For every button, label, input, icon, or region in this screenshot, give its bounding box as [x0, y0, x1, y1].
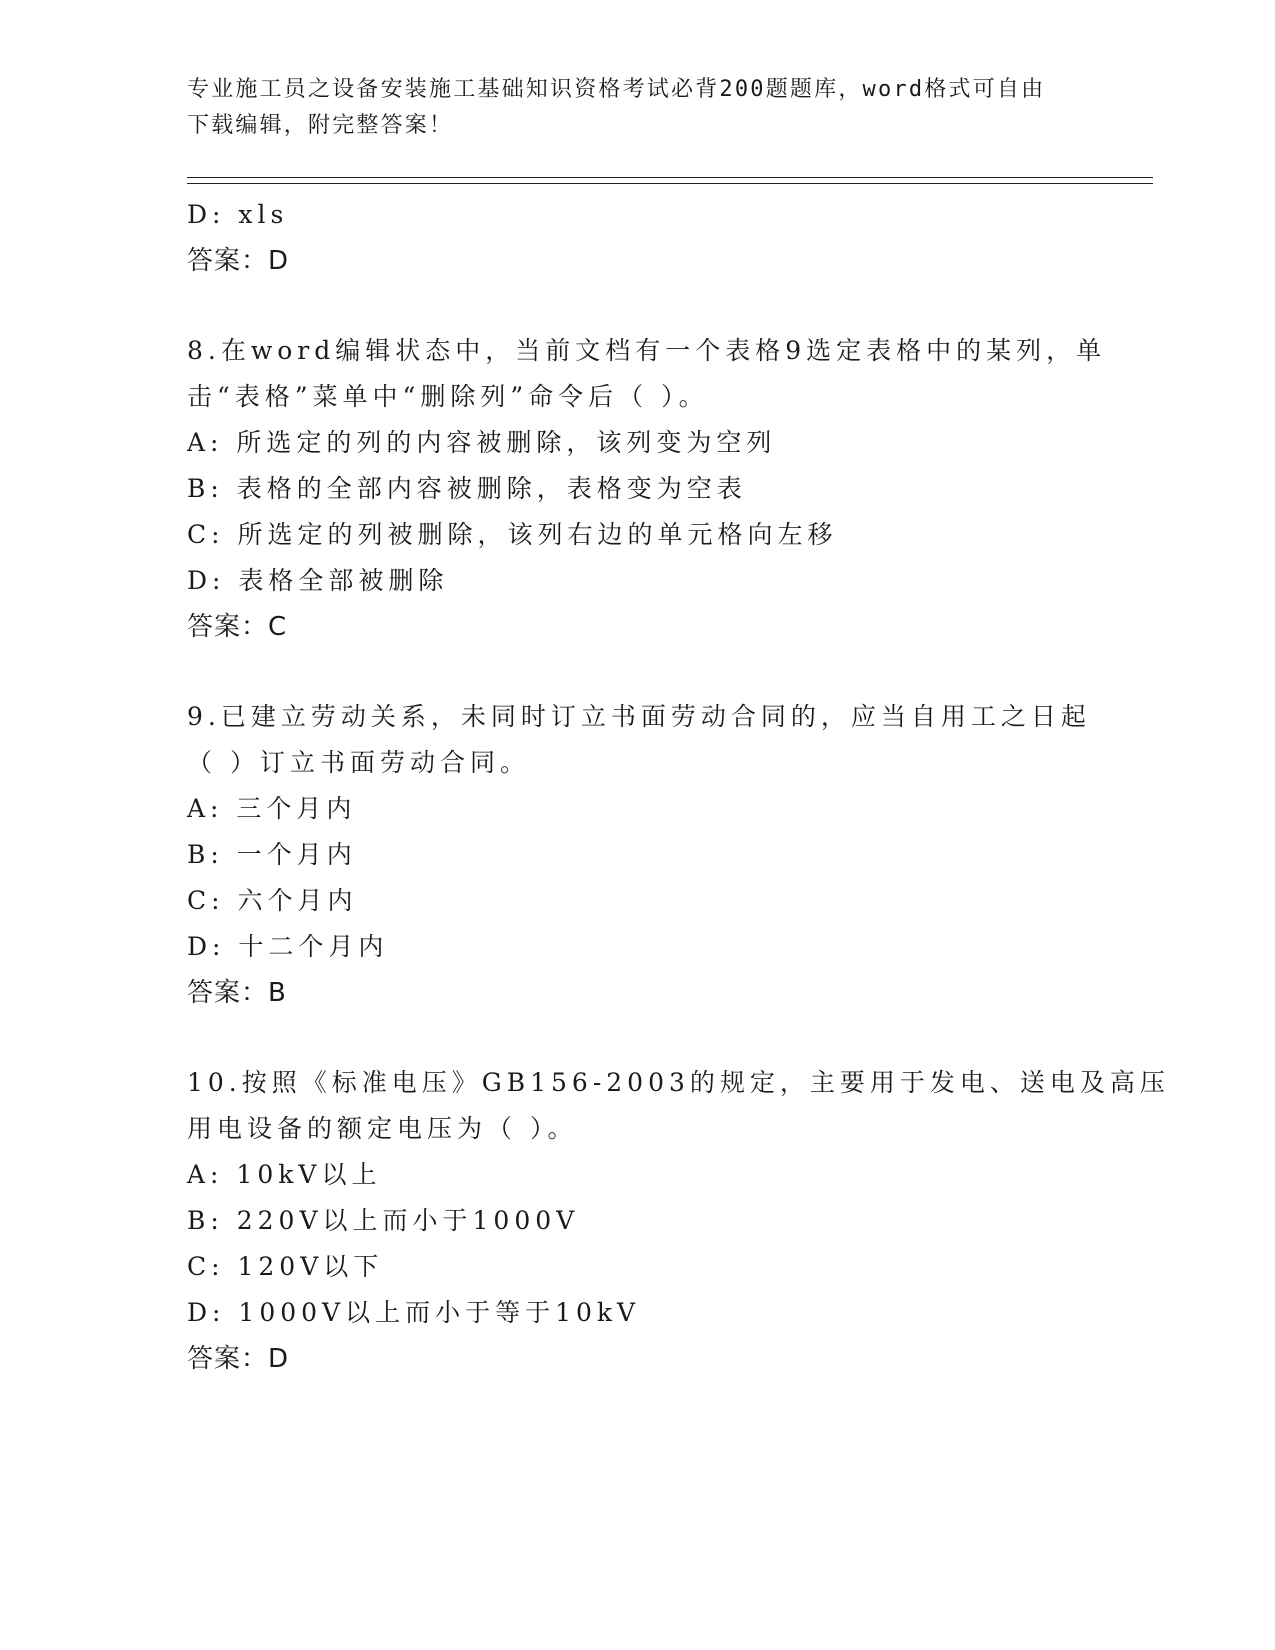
- option-c: C: 120V以下: [187, 1252, 384, 1281]
- question-text-line-1: 10.按照《标准电压》GB156-2003的规定，主要用于发电、送电及高压: [187, 1068, 1170, 1097]
- answer-label: 答案：C: [187, 612, 288, 642]
- question-text-line-2: 用电设备的额定电压为（ ）。: [187, 1114, 578, 1143]
- question-text-line-1: 9.已建立劳动关系，未同时订立书面劳动合同的，应当自用工之日起: [187, 702, 1091, 731]
- question-8: [187, 328, 1107, 650]
- option-a: A: 所选定的列的内容被删除，该列变为空列: [187, 428, 777, 457]
- answer-label: 答案：D: [187, 246, 290, 276]
- question-text-line-2: （ ）订立书面劳动合同。: [187, 748, 530, 777]
- spacer: [187, 284, 1087, 328]
- option-b: B: 表格的全部内容被删除，表格变为空表: [187, 474, 747, 503]
- question-content: [187, 192, 1170, 1382]
- question-text-line-2: 击“表格”菜单中“删除列”命令后（ ）。: [187, 382, 709, 411]
- option-b: B: 220V以上而小于1000V: [187, 1206, 580, 1235]
- question-10: [187, 1060, 1170, 1382]
- spacer: [187, 1016, 1087, 1060]
- option-c: C: 所选定的列被删除，该列右边的单元格向左移: [187, 520, 838, 549]
- previous-question-tail: [187, 192, 1087, 284]
- option-d: D: 1000V以上而小于等于10kV: [187, 1298, 641, 1327]
- question-9: [187, 694, 1091, 1016]
- answer-label: 答案：B: [187, 978, 287, 1008]
- question-text-line-1: 8.在word编辑状态中，当前文档有一个表格9选定表格中的某列，单: [187, 336, 1107, 365]
- option-d: D: 十二个月内: [187, 932, 389, 961]
- header-line-1: 专业施工员之设备安装施工基础知识资格考试必背200题题库，word格式可自由: [187, 77, 1046, 102]
- spacer: [187, 650, 1087, 694]
- option-d: D: xls: [187, 200, 289, 229]
- option-b: B: 一个月内: [187, 840, 357, 869]
- option-d: D: 表格全部被删除: [187, 566, 449, 595]
- header-divider-bottom: [187, 183, 1153, 184]
- answer-label: 答案：D: [187, 1344, 290, 1374]
- header-divider-top: [187, 177, 1153, 178]
- option-c: C: 六个月内: [187, 886, 358, 915]
- document-header: [187, 72, 1087, 144]
- option-a: A: 三个月内: [187, 794, 357, 823]
- option-a: A: 10kV以上: [187, 1160, 382, 1189]
- header-line-2: 下载编辑，附完整答案！: [187, 113, 454, 138]
